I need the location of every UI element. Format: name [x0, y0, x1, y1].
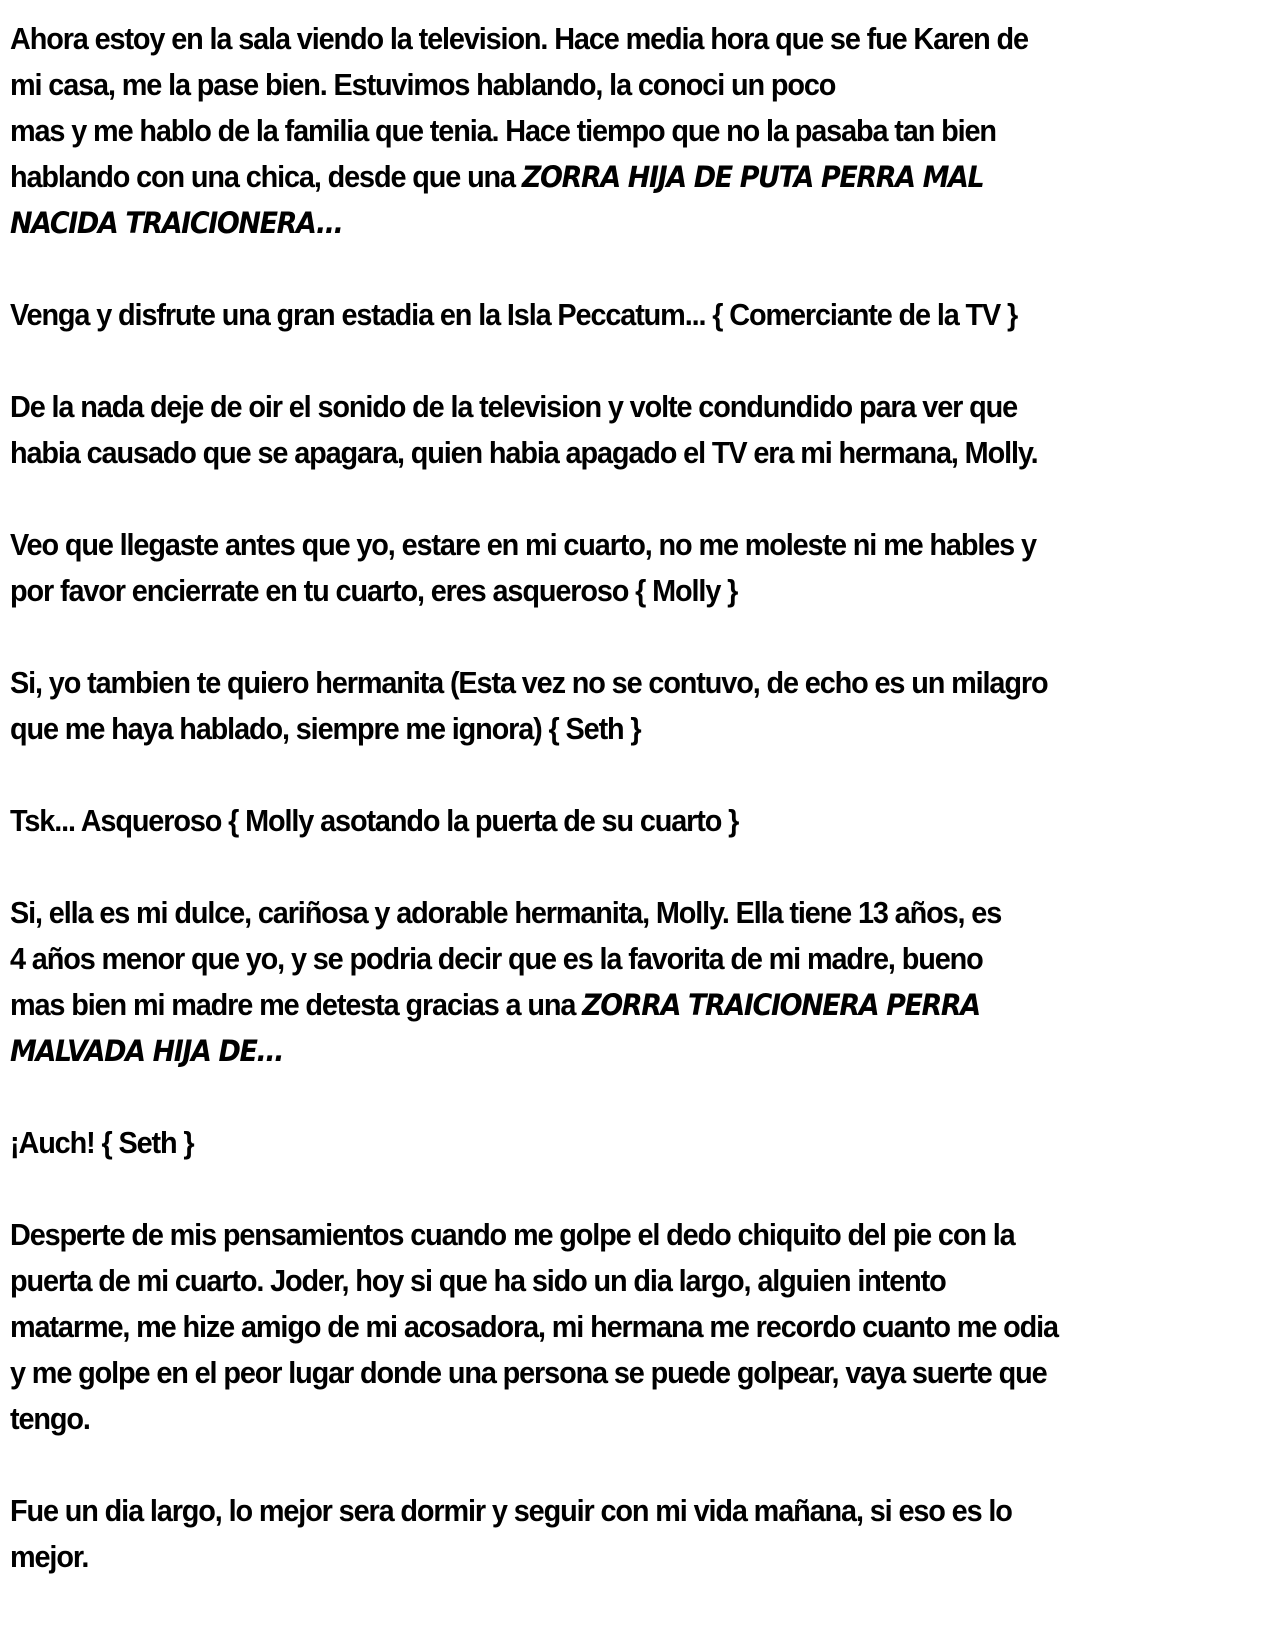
paragraph-4 [10, 522, 1173, 614]
text-run: Si, yo tambien te quiero hermanita (Esta vez no se contuvo, de echo es un milagro [10, 665, 1048, 700]
paragraph-3 [10, 384, 1173, 476]
text-line [10, 1304, 1173, 1350]
paragraph-7 [10, 890, 1173, 1074]
text-line [10, 1120, 1173, 1166]
paragraph-1 [10, 16, 1173, 246]
text-run: y me golpe en el peor lugar donde una persona se puede golpear, vaya suerte que [10, 1355, 1047, 1390]
text-line [10, 660, 1173, 706]
shouted-insult-text: NACIDA TRAICIONERA... [10, 206, 343, 240]
text-line [10, 1396, 1173, 1442]
paragraph-5 [10, 660, 1173, 752]
text-run: tengo. [10, 1401, 90, 1436]
text-line [10, 1534, 1173, 1580]
text-run: mas y me hablo de la familia que tenia. Hace tiempo que no la pasaba tan bien [10, 113, 996, 148]
text-run: Veo que llegaste antes que yo, estare en mi cuarto, no me moleste ni me hables y [10, 527, 1036, 562]
paragraph-2 [10, 292, 1173, 338]
text-run: mejor. [10, 1539, 89, 1574]
text-run: 4 años menor que yo, y se podria decir que es la favorita de mi madre, bueno [10, 941, 983, 976]
text-run: De la nada deje de oir el sonido de la television y volte condundido para ver que [10, 389, 1018, 424]
text-line [10, 200, 1173, 246]
text-run: puerta de mi cuarto. Joder, hoy si que ha sido un dia largo, alguien intento [10, 1263, 946, 1298]
document-page [10, 16, 1173, 1580]
text-run: que me haya hablado, siempre me ignora) { Seth } [10, 711, 641, 746]
text-line [10, 430, 1173, 476]
paragraph-8 [10, 1120, 1173, 1166]
paragraph-6 [10, 798, 1173, 844]
text-line [10, 1350, 1173, 1396]
text-line [10, 982, 1173, 1028]
text-run: Venga y disfrute una gran estadia en la Isla Peccatum... { Comerciante de la TV } [10, 297, 1018, 332]
text-line [10, 706, 1173, 752]
text-run: Si, ella es mi dulce, cariñosa y adorable hermanita, Molly. Ella tiene 13 años, es [10, 895, 1002, 930]
shouted-insult-text: MALVADA HIJA DE... [10, 1034, 284, 1068]
text-run: por favor encierrate en tu cuarto, eres asqueroso { Molly } [10, 573, 738, 608]
paragraph-10 [10, 1488, 1173, 1580]
text-line [10, 568, 1173, 614]
shouted-insult-text: ZORRA TRAICIONERA PERRA [582, 988, 980, 1022]
text-run: mas bien mi madre me detesta gracias a una [10, 987, 583, 1022]
text-run: Fue un dia largo, lo mejor sera dormir y seguir con mi vida mañana, si eso es lo [10, 1493, 1012, 1528]
text-line [10, 108, 1173, 154]
text-line [10, 1028, 1173, 1074]
text-line [10, 1258, 1173, 1304]
paragraph-9 [10, 1212, 1173, 1442]
text-run: habia causado que se apagara, quien habia apagado el TV era mi hermana, Molly. [10, 435, 1038, 470]
text-run: mi casa, me la pase bien. Estuvimos hablando, la conoci un poco [10, 67, 836, 102]
text-line [10, 1488, 1173, 1534]
text-run: matarme, me hize amigo de mi acosadora, mi hermana me recordo cuanto me odia [10, 1309, 1058, 1344]
text-line [10, 16, 1173, 62]
text-line [10, 154, 1173, 200]
text-line [10, 62, 1173, 108]
text-run: ¡Auch! { Seth } [10, 1125, 194, 1160]
text-line [10, 890, 1173, 936]
text-line [10, 1212, 1173, 1258]
text-line [10, 522, 1173, 568]
text-run: hablando con una chica, desde que una [10, 159, 522, 194]
text-run: Ahora estoy en la sala viendo la television. Hace media hora que se fue Karen de [10, 21, 1028, 56]
text-line [10, 936, 1173, 982]
text-line [10, 292, 1173, 338]
text-run: Tsk... Asqueroso { Molly asotando la puerta de su cuarto } [10, 803, 739, 838]
text-line [10, 384, 1173, 430]
shouted-insult-text: ZORRA HIJA DE PUTA PERRA MAL [521, 160, 984, 194]
text-line [10, 798, 1173, 844]
text-run: Desperte de mis pensamientos cuando me golpe el dedo chiquito del pie con la [10, 1217, 1015, 1252]
